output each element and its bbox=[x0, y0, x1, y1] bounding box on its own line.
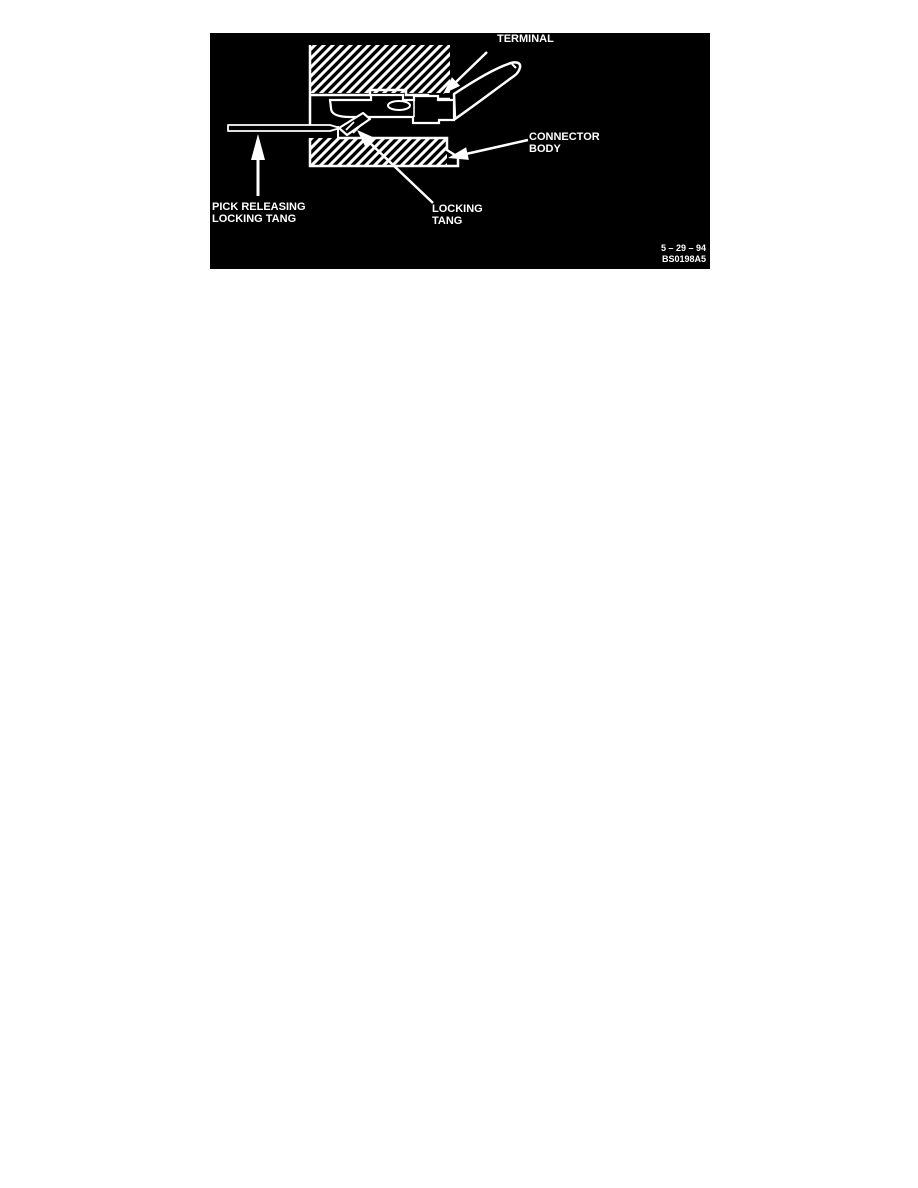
terminal-hole bbox=[388, 101, 410, 110]
pick-arrowhead bbox=[251, 134, 265, 160]
locking-tang-label-line2: TANG bbox=[432, 215, 463, 227]
diagram-line-art bbox=[210, 33, 710, 269]
figure-date: 5 – 29 – 94 bbox=[660, 243, 706, 253]
locking-tang-label bbox=[432, 203, 483, 227]
connector-body-label bbox=[529, 131, 600, 155]
wire bbox=[454, 62, 520, 119]
pick-tool bbox=[228, 125, 340, 131]
connector-body-bottom-block bbox=[310, 127, 458, 166]
terminal-label: TERMINAL bbox=[497, 33, 554, 45]
figure-code: BS0198A5 bbox=[661, 254, 706, 264]
pick-label bbox=[212, 201, 306, 225]
terminal-removal-diagram bbox=[210, 33, 710, 269]
terminal-drawing bbox=[330, 95, 454, 123]
connector-body-label-line1: CONNECTOR bbox=[529, 131, 600, 143]
pick-arrow bbox=[251, 134, 265, 196]
pick-label-line1: PICK RELEASING bbox=[212, 201, 306, 213]
locking-tang-label-line1: LOCKING bbox=[432, 203, 483, 215]
figure-stamp bbox=[661, 243, 706, 265]
pick-label-line2: LOCKING TANG bbox=[212, 213, 297, 225]
connector-body-arrow bbox=[448, 140, 528, 160]
connector-body-label-line2: BODY bbox=[529, 143, 561, 155]
